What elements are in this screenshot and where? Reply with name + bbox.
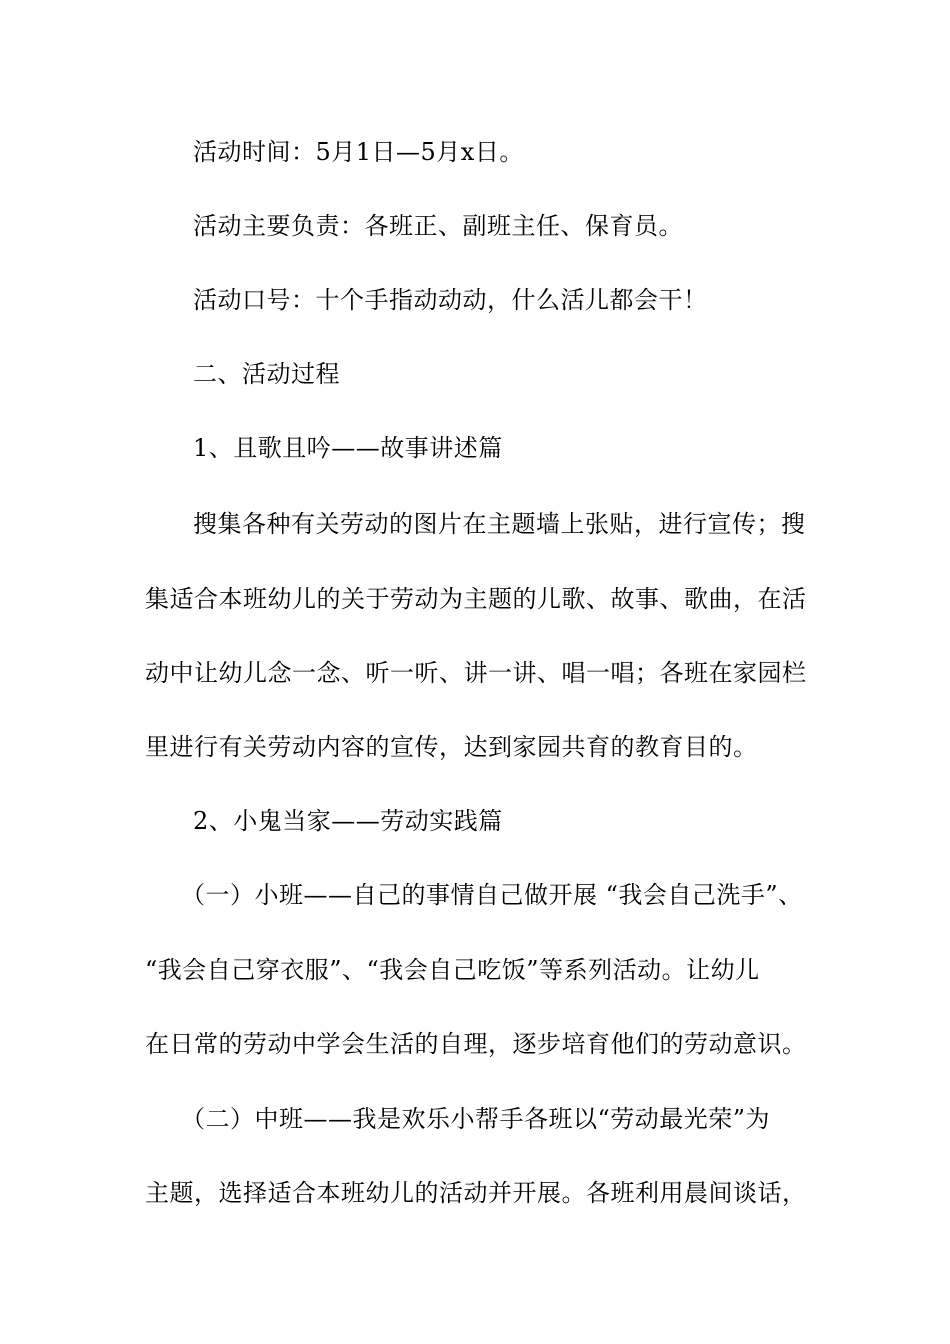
paragraph-line: 集适合本班幼儿的关于劳动为主题的儿歌、故事、歌曲，在活 [145, 585, 807, 613]
paragraph-line: 主题，选择适合本班幼儿的活动并开展。各班利用晨间谈话， [145, 1179, 807, 1207]
paragraph-line: 搜集各种有关劳动的图片在主题墙上张贴，进行宣传；搜 [193, 510, 806, 538]
section-heading-process: 二、活动过程 [193, 360, 340, 388]
paragraph-line: 动中让幼儿念一念、听一听、讲一讲、唱一唱；各班在家园栏 [145, 659, 807, 687]
paragraph-line: 里进行有关劳动内容的宣传，达到家园共育的教育目的。 [145, 733, 758, 761]
paragraph-line: 在日常的劳动中学会生活的自理，逐步培育他们的劳动意识。 [145, 1030, 807, 1058]
paragraph-line: “我会自己穿衣服”、“我会自己吃饭”等系列活动。让幼儿 [145, 956, 760, 984]
activity-slogan-line: 活动口号：十个手指动动动，什么活儿都会干！ [193, 286, 708, 314]
activity-responsible-line: 活动主要负责：各班正、副班主任、保育员。 [193, 212, 683, 240]
subheading-practice: 2、小鬼当家——劳动实践篇 [193, 807, 503, 835]
paragraph-line: （一）小班——自己的事情自己做开展 “我会自己洗手”、 [181, 881, 803, 909]
paragraph-line: （二）中班——我是欢乐小帮手各班以“劳动最光荣”为 [181, 1105, 771, 1133]
activity-time-line: 活动时间：5月1日—5月x日。 [193, 138, 524, 166]
subheading-story: 1、且歌且吟——故事讲述篇 [193, 434, 503, 462]
